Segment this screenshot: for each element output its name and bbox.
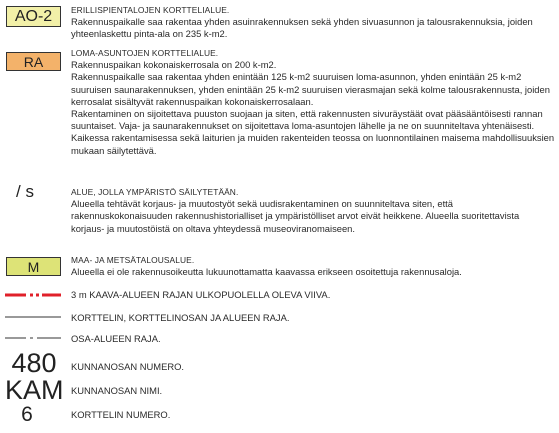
ra-paragraph-1: Rakennuspaikalle saa rakentaa yhden enintään 125 k-m2 suuruisen loma-asunnon, yhden enintään 25 k-m2 suuruisen saunarakennuksen, yhden enintään 25 k-m2 suuruisen vierasmajan sekä kolme talousrakennusta, joiden kerrosalat sisältyvät rakennuspaikan kokonaiskerrosalaan.: [71, 71, 550, 107]
m-description: [71, 254, 555, 278]
block-number-label: KORTTELIN NUMERO.: [71, 409, 171, 420]
s-title: ALUE, JOLLA YMPÄRISTÖ SÄILYTETÄÄN.: [71, 187, 239, 197]
plan-border-label: 3 m KAAVA-ALUEEN RAJAN ULKOPUOLELLA OLEVA VIIVA.: [71, 289, 331, 300]
district-name-label: KUNNANOSAN NIMI.: [71, 385, 163, 396]
ra-description: [71, 47, 555, 157]
district-number-symbol: 480: [11, 348, 57, 378]
district-name-symbol: KAM: [5, 375, 64, 405]
subarea-border-line-symbol: [4, 335, 62, 341]
ao2-text: Rakennuspaikalle saa rakentaa yhden asuinrakennuksen sekä yhden sivuasunnon ja talousrakennuksia, joiden yhteenlaskettu pinta-ala on 235 k-m2.: [71, 16, 533, 40]
s-symbol: / s: [16, 182, 34, 201]
ra-title: LOMA-ASUNTOJEN KORTTELIALUE.: [71, 48, 219, 58]
block-border-line-symbol: [4, 314, 62, 320]
s-text: Alueella tehtävät korjaus- ja muutostyöt sekä uudisrakentaminen on suunniteltava siten, että rakennuskokonaisuuden rakennushistorialliset ja ympäristölliset arvot eivät heikkene. Alueella suoritettavista korjaus- ja muutostöistä on oltava yhteydessä museoviranomaiseen.: [71, 198, 520, 234]
s-description: [71, 186, 555, 235]
subarea-border-label: OSA-ALUEEN RAJA.: [71, 333, 161, 344]
ao2-description: [71, 4, 555, 41]
m-symbol: M: [6, 257, 61, 276]
plan-border-line-symbol: [4, 290, 62, 300]
district-number-label: KUNNANOSAN NUMERO.: [71, 361, 185, 372]
m-text: Alueella ei ole rakennusoikeutta lukuunottamatta kaavassa erikseen osoitettuja rakennusaloja.: [71, 266, 462, 278]
ra-symbol: RA: [6, 52, 61, 71]
block-number-symbol: 6: [21, 403, 33, 426]
m-title: MAA- JA METSÄTALOUSALUE.: [71, 255, 195, 265]
ao2-symbol: AO-2: [6, 6, 61, 27]
ra-line1: Rakennuspaikan kokonaiskerrosala on 200 k-m2.: [71, 59, 277, 71]
block-border-label: KORTTELIN, KORTTELINOSAN JA ALUEEN RAJA.: [71, 312, 290, 323]
ao2-title: ERILLISPIENTALOJEN KORTTELIALUE.: [71, 5, 230, 15]
ra-paragraph-2: Rakentaminen on sijoitettava puuston suojaan ja siten, että rakennusten sivuräystäät ovat pääsääntöisesti rannan suuntaiset. Vaja- ja saunarakennukset on sijoitettava loma-asuntojen lähelle ja ne on suunniteltava yhtenäisesti. Kaikessa rakentamisessa sekä laiturien ja muiden rakenteiden teossa on luonnontilainen maisema mahdollisuuksien mukaan säilytettävä.: [71, 108, 555, 156]
